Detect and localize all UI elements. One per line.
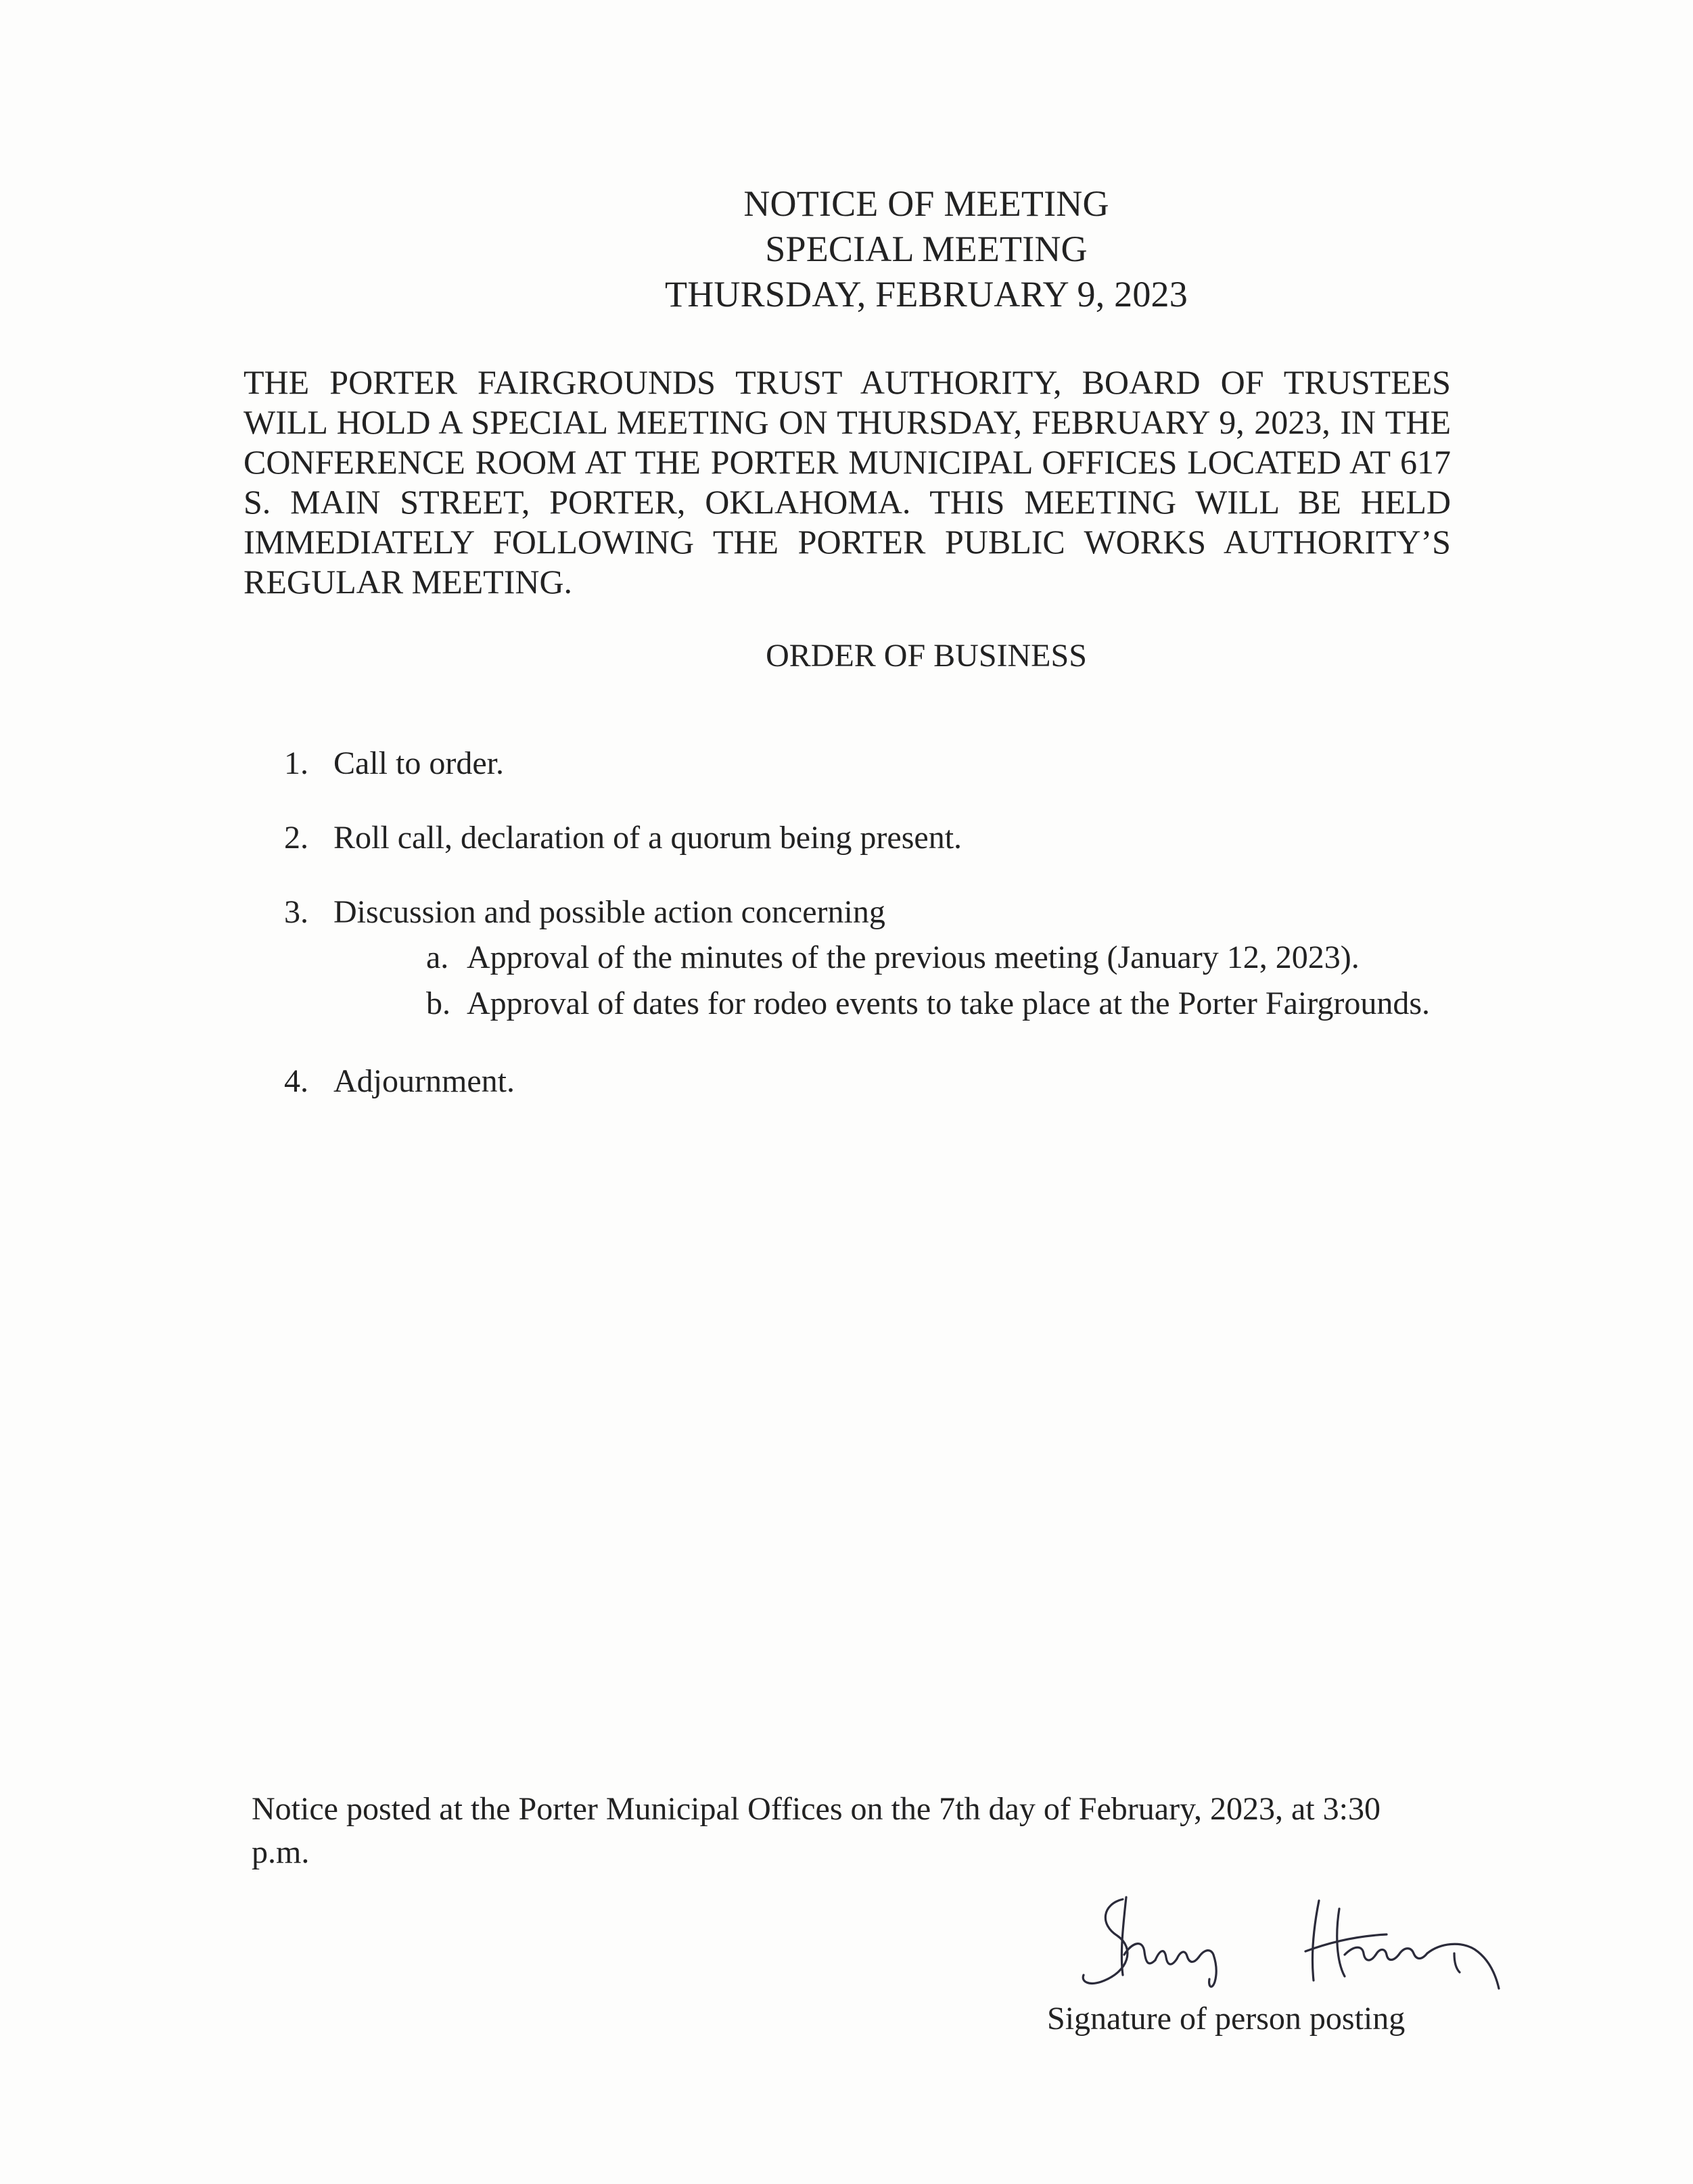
agenda-item: [284, 893, 1515, 1027]
signature-caption: Signature of person posting: [1047, 2001, 1406, 2037]
meeting-header: [0, 181, 1693, 317]
agenda-item: [284, 744, 1515, 783]
header-title: NOTICE OF MEETING: [743, 183, 1109, 224]
intro-paragraph: THE PORTER FAIRGROUNDS TRUST AUTHORITY, BOARD OF TRUSTEES WILL HOLD A SPECIAL MEETING ON THURSDAY, FEBRUARY 9, 2023, IN THE CONFERENCE ROOM AT THE PORTER MUNICIPAL OFFICES LOCATED AT 617 S. MAIN STREET, PORTER, OKLAHOMA. THIS MEETING WILL BE HELD IMMEDIATELY FOLLOWING THE PORTER PUBLIC WORKS AUTHORITY’S REGULAR MEETING.: [243, 363, 1451, 601]
posting-notice: Notice posted at the Porter Municipal Offices on the 7th day of February, 2023, at 3:30 p.m.: [252, 1791, 1381, 1870]
handwritten-signature: [1075, 1887, 1549, 1995]
agenda-item-text: Discussion and possible action concerning: [333, 894, 885, 930]
agenda-item-number: 4.: [284, 1063, 308, 1099]
agenda-sub-item-text: Approval of the minutes of the previous meeting (January 12, 2023).: [467, 939, 1360, 975]
agenda-sub-item: [426, 981, 1515, 1027]
agenda-sub-item-text: Approval of dates for rodeo events to take place at the Porter Fairgrounds.: [467, 985, 1431, 1021]
agenda-item-number: 2.: [284, 820, 308, 856]
agenda-list: [284, 744, 1515, 1136]
agenda-sub-item: [426, 935, 1515, 981]
order-of-business-heading: [0, 636, 1693, 676]
agenda-item-number: 1.: [284, 745, 308, 781]
agenda-item-text: Adjournment.: [333, 1063, 515, 1099]
header-meeting-type: SPECIAL MEETING: [765, 229, 1088, 269]
agenda-item-text: Call to order.: [333, 745, 504, 781]
agenda-item: [284, 1062, 1515, 1101]
agenda-sub-item-letter: a.: [426, 939, 449, 975]
order-heading-text: ORDER OF BUSINESS: [766, 638, 1087, 674]
agenda-sub-list: [333, 935, 1515, 1027]
agenda-item-text: Roll call, declaration of a quorum being present.: [333, 820, 963, 856]
header-date: THURSDAY, FEBRUARY 9, 2023: [665, 274, 1188, 315]
agenda-sub-item-letter: b.: [426, 985, 450, 1021]
agenda-item: [284, 818, 1515, 858]
agenda-item-number: 3.: [284, 894, 308, 930]
